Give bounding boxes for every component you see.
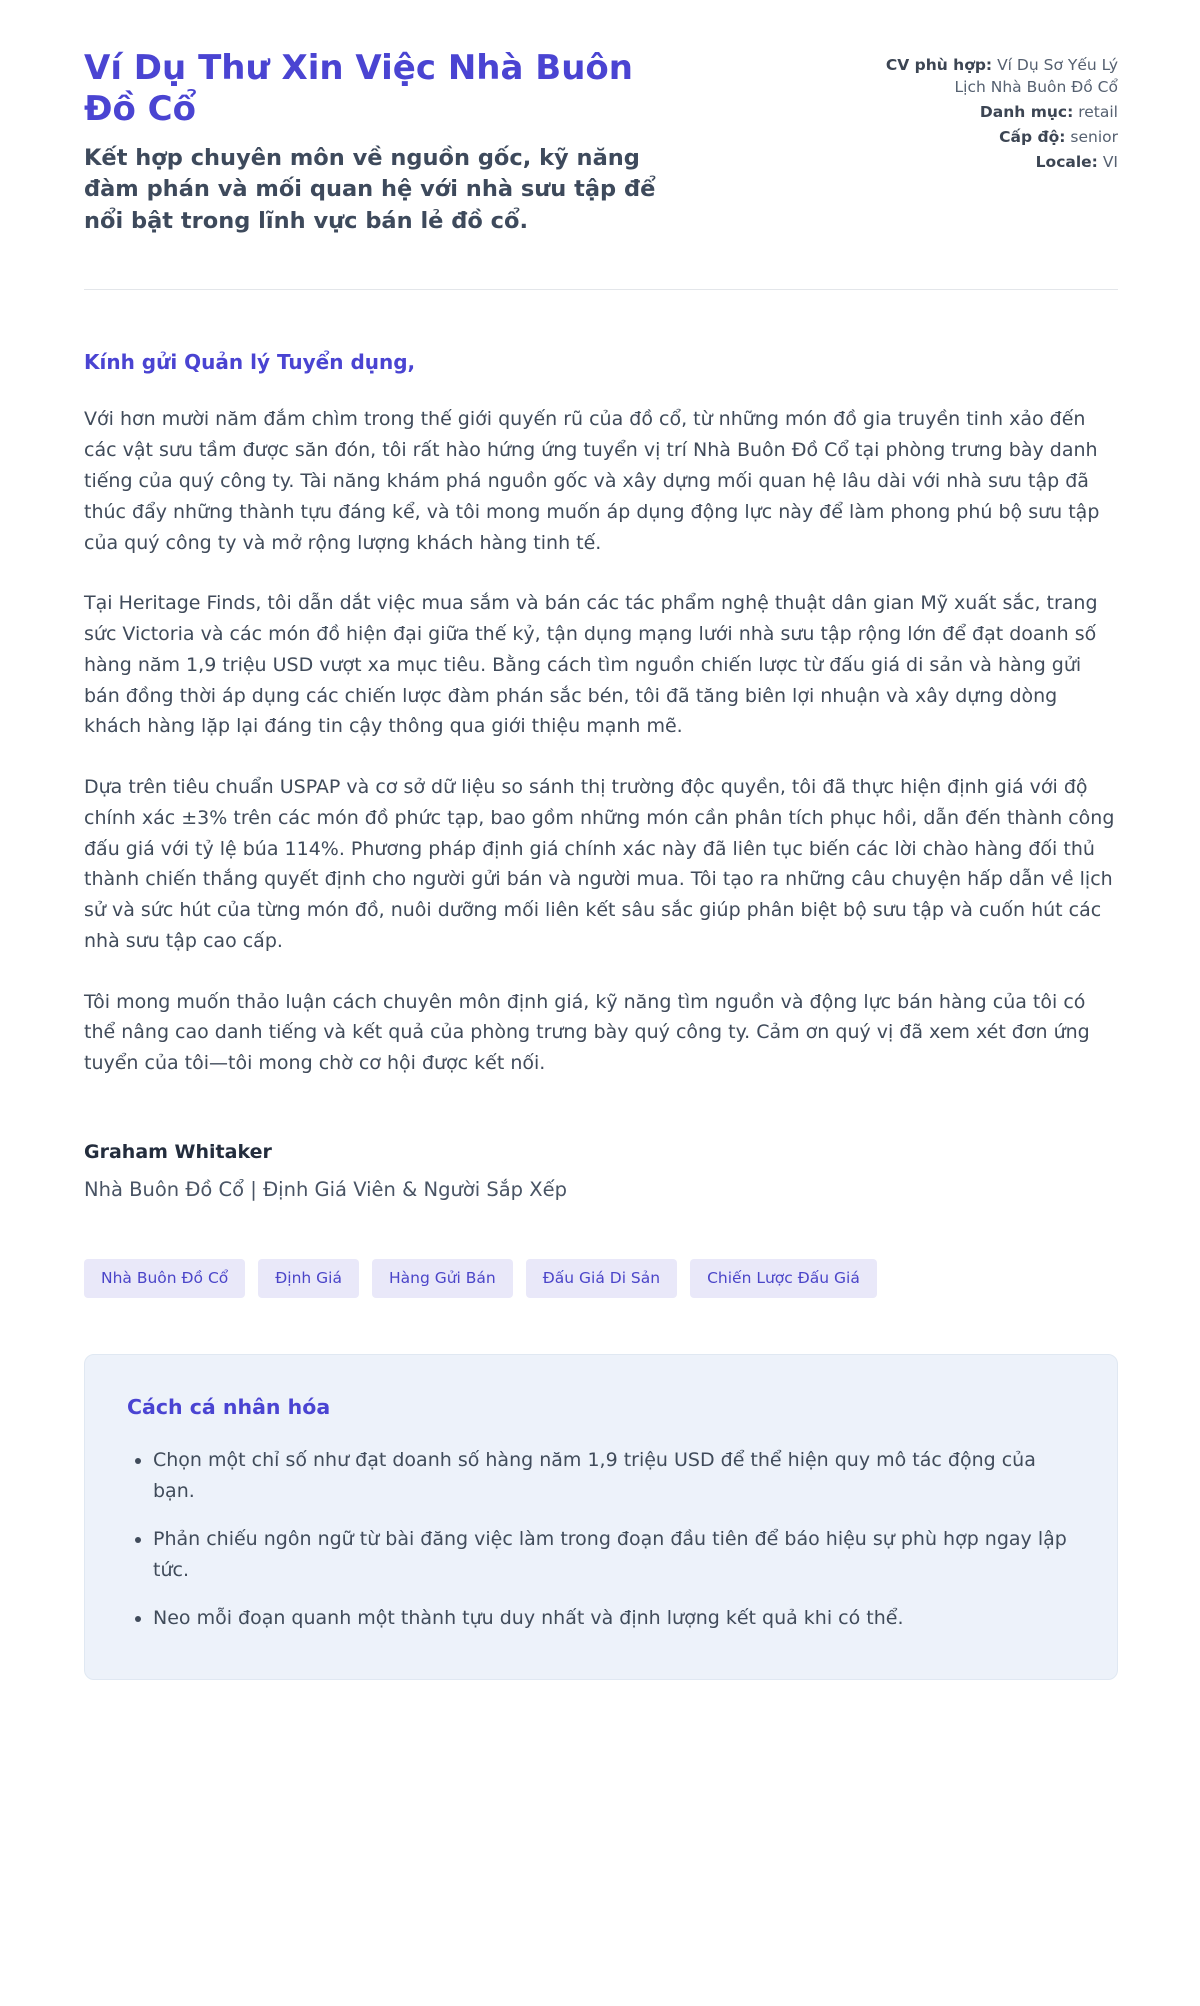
meta-panel <box>878 48 1118 176</box>
signature-block <box>84 1141 1118 1201</box>
letter-body <box>84 350 1118 1201</box>
tips-list <box>127 1445 1075 1633</box>
tag-pill[interactable]: Định Giá <box>258 1259 359 1299</box>
meta-row-matching-cv <box>878 54 1118 98</box>
letter-paragraphs <box>84 404 1118 1079</box>
letter-paragraph: Dựa trên tiêu chuẩn USPAP và cơ sở dữ liệu so sánh thị trường độc quyền, tôi đã thực hiện định giá với độ chính xác ±3% trên các món đồ phức tạp, bao gồm những món cần phân tích phục hồi, dẫn đến thành công đấu giá với tỷ lệ búa 114%. Phương pháp định giá chính xác này đã liên tục biến các lời chào hàng đối thủ thành chiến thắng quyết định cho người gửi bán và người mua. Tôi tạo ra những câu chuyện hấp dẫn về lịch sử và sức hút của từng món đồ, nuôi dưỡng mối liên kết sâu sắc giúp phân biệt bộ sưu tập và cuốn hút các nhà sưu tập cao cấp. <box>84 776 1115 952</box>
signature-role: Nhà Buôn Đồ Cổ | Định Giá Viên & Người Sắp Xếp <box>84 1177 567 1201</box>
letter-paragraph: Với hơn mười năm đắm chìm trong thế giới quyến rũ của đồ cổ, từ những món đồ gia truyền tinh xảo đến các vật sưu tầm được săn đón, tôi rất hào hứng ứng tuyển vị trí Nhà Buôn Đồ Cổ tại phòng trưng bày danh tiếng của quý công ty. Tài năng khám phá nguồn gốc và xây dựng mối quan hệ lâu dài với nhà sưu tập đã thúc đẩy những thành tựu đáng kể, và tôi mong muốn áp dụng động lực này để làm phong phú bộ sưu tập của quý công ty và mở rộng lượng khách hàng tinh tế. <box>84 408 1100 554</box>
meta-label: Cấp độ: <box>999 128 1066 146</box>
meta-value: senior <box>1070 128 1118 146</box>
tip-item: • Neo mỗi đoạn quanh một thành tựu duy nhất và định lượng kết quả khi có thể. <box>153 1603 1075 1634</box>
meta-label: Locale: <box>1035 153 1098 171</box>
header-divider <box>84 289 1118 290</box>
page-subtitle: Kết hợp chuyên môn về nguồn gốc, kỹ năng đàm phán và mối quan hệ với nhà sưu tập để nổi bật trong lĩnh vực bán lẻ đồ cổ. <box>84 144 656 234</box>
tag-pill[interactable]: Hàng Gửi Bán <box>372 1259 513 1299</box>
tip-item: • Chọn một chỉ số như đạt doanh số hàng năm 1,9 triệu USD để thể hiện quy mô tác động của bạn. <box>153 1445 1075 1507</box>
meta-label: Danh mục: <box>979 103 1074 121</box>
tag-pill[interactable]: Chiến Lược Đấu Giá <box>690 1259 877 1299</box>
signature-name: Graham Whitaker <box>84 1140 272 1163</box>
meta-value: VI <box>1102 153 1118 171</box>
meta-row-locale <box>878 151 1118 173</box>
meta-row-level <box>878 126 1118 148</box>
tag-pill[interactable]: Nhà Buôn Đồ Cổ <box>84 1259 245 1299</box>
letter-greeting: Kính gửi Quản lý Tuyển dụng, <box>84 350 416 375</box>
meta-value: retail <box>1078 103 1118 121</box>
page-title: Ví Dụ Thư Xin Việc Nhà Buôn Đồ Cổ <box>84 48 633 130</box>
meta-value: Ví Dụ Sơ Yếu Lý Lịch Nhà Buôn Đồ Cổ <box>954 56 1118 96</box>
letter-paragraph: Tại Heritage Finds, tôi dẫn dắt việc mua sắm và bán các tác phẩm nghệ thuật dân gian Mỹ xuất sắc, trang sức Victoria và các món đồ hiện đại giữa thế kỷ, tận dụng mạng lưới nhà sưu tập rộng lớn để đạt doanh số hàng năm 1,9 triệu USD vượt xa mục tiêu. Bằng cách tìm nguồn chiến lược từ đấu giá di sản và hàng gửi bán đồng thời áp dụng các chiến lược đàm phán sắc bén, tôi đã tăng biên lợi nhuận và xây dựng dòng khách hàng lặp lại đáng tin cậy thông qua giới thiệu mạnh mẽ. <box>84 592 1098 738</box>
personalization-tips-box <box>84 1354 1118 1680</box>
header-title-block <box>84 48 694 237</box>
tips-heading: Cách cá nhân hóa <box>127 1395 331 1420</box>
meta-row-category <box>878 101 1118 123</box>
tag-pill[interactable]: Đấu Giá Di Sản <box>526 1259 677 1299</box>
meta-label: CV phù hợp: <box>885 56 993 74</box>
page-header <box>84 48 1118 237</box>
letter-paragraph: Tôi mong muốn thảo luận cách chuyên môn định giá, kỹ năng tìm nguồn và động lực bán hàng của tôi có thể nâng cao danh tiếng và kết quả của phòng trưng bày quý công ty. Cảm ơn quý vị đã xem xét đơn ứng tuyển của tôi—tôi mong chờ cơ hội được kết nối. <box>84 990 1090 1075</box>
tag-list <box>84 1259 1118 1299</box>
tip-item: • Phản chiếu ngôn ngữ từ bài đăng việc làm trong đoạn đầu tiên để báo hiệu sự phù hợp ngay lập tức. <box>153 1524 1075 1586</box>
